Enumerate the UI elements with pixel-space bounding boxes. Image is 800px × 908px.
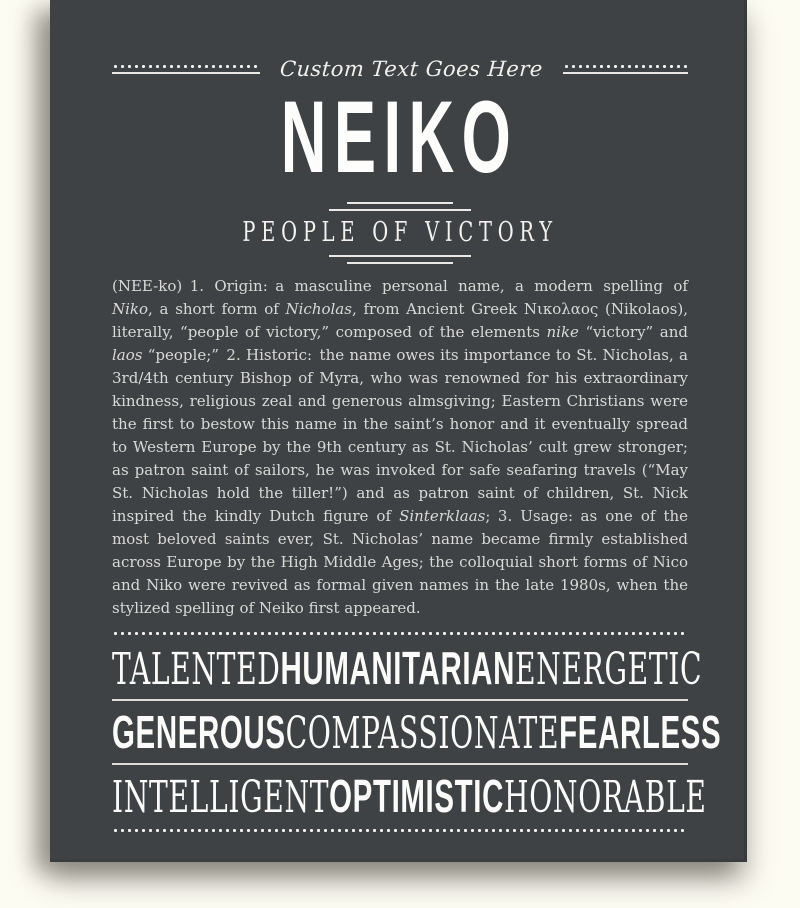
definition-italic-term: Sinterklaas xyxy=(399,507,486,525)
print-content xyxy=(112,0,722,862)
name-title: NEIKO xyxy=(281,80,519,194)
definition-text: , a short form of xyxy=(148,300,286,318)
trait-word: TALENTED xyxy=(112,644,281,695)
dotted-line xyxy=(563,65,688,68)
custom-text-label: Custom Text Goes Here xyxy=(279,57,544,81)
trait-word: FEARLESS xyxy=(559,706,722,758)
definition-italic-term: Niko xyxy=(112,300,149,318)
trait-row xyxy=(112,642,703,695)
trait-word: HONORABLE xyxy=(504,772,707,823)
trait-word: OPTIMISTIC xyxy=(329,770,505,822)
divider-below-subtitle xyxy=(112,255,688,264)
trait-word: INTELLIGENT xyxy=(112,772,330,823)
trait-row xyxy=(112,770,707,823)
trait-word: HUMANITARIAN xyxy=(280,642,515,694)
divider-line-short xyxy=(347,262,453,264)
trait-word: ENERGETIC xyxy=(514,644,703,695)
trait-word: GENEROUS xyxy=(112,706,286,758)
name-print-card xyxy=(50,0,747,862)
definition-italic-term: Nicholas xyxy=(285,300,352,318)
definition-text: , from Ancient Greek Νικολαος (Nikolaos), literally, “people of victory,” composed of the elements xyxy=(112,300,688,341)
divider-line-long xyxy=(329,255,471,257)
definition-text: ; 3. Usage: as one of the most beloved saints ever, St. Nicholas’ name became firmly established across Europe by the High Middle Ages; the colloquial short forms of Nico and Niko were revived as formal given names in the late 1980s, when the stylized spelling of Neiko first appeared. xyxy=(112,507,689,617)
divider-line-short xyxy=(347,202,453,204)
subtitle-wrap xyxy=(112,218,688,248)
definition-paragraph xyxy=(112,275,688,620)
dotted-separator-top xyxy=(112,632,688,635)
dotted-line xyxy=(112,65,260,68)
divider-above-subtitle xyxy=(112,202,688,211)
trait-word: COMPASSIONATE xyxy=(285,708,560,759)
trait-row xyxy=(112,706,722,759)
solid-underline xyxy=(563,72,688,74)
dotted-separator-bottom xyxy=(112,829,688,832)
definition-italic-term: nike xyxy=(546,323,579,341)
trait-divider-rule xyxy=(112,699,688,701)
name-meaning-subtitle: PEOPLE OF VICTORY xyxy=(242,217,558,248)
definition-text: “victory” and xyxy=(578,323,688,341)
definition-text: “people;” 2. Historic: the name owes its importance to St. Nicholas, a 3rd/4th century Bishop of Myra, who was renowned for his extraordinary kindness, religious zeal and generous almsgiving; Eastern Christians were the first to bestow this name in the saint’s honor and it eventually spread to Western Europe by the 9th century as St. Nicholas’ cult grew stronger; as patron saint of sailors, he was invoked for safe seafaring travels (“May St. Nicholas hold the tiller!”) and as patron saint of children, St. Nick inspired the kindly Dutch figure of xyxy=(112,346,688,525)
solid-underline xyxy=(112,72,260,74)
dotted-rule-right xyxy=(563,65,688,74)
name-title-wrap xyxy=(112,80,688,194)
definition-italic-term: laos xyxy=(112,346,143,364)
divider-line-long xyxy=(329,209,471,211)
definition-text: (NEE-ko) 1. Origin: a masculine personal name, a modern spelling of xyxy=(112,277,688,295)
traits-list xyxy=(112,642,722,823)
trait-divider-rule xyxy=(112,763,688,765)
dotted-rule-left xyxy=(112,65,260,74)
